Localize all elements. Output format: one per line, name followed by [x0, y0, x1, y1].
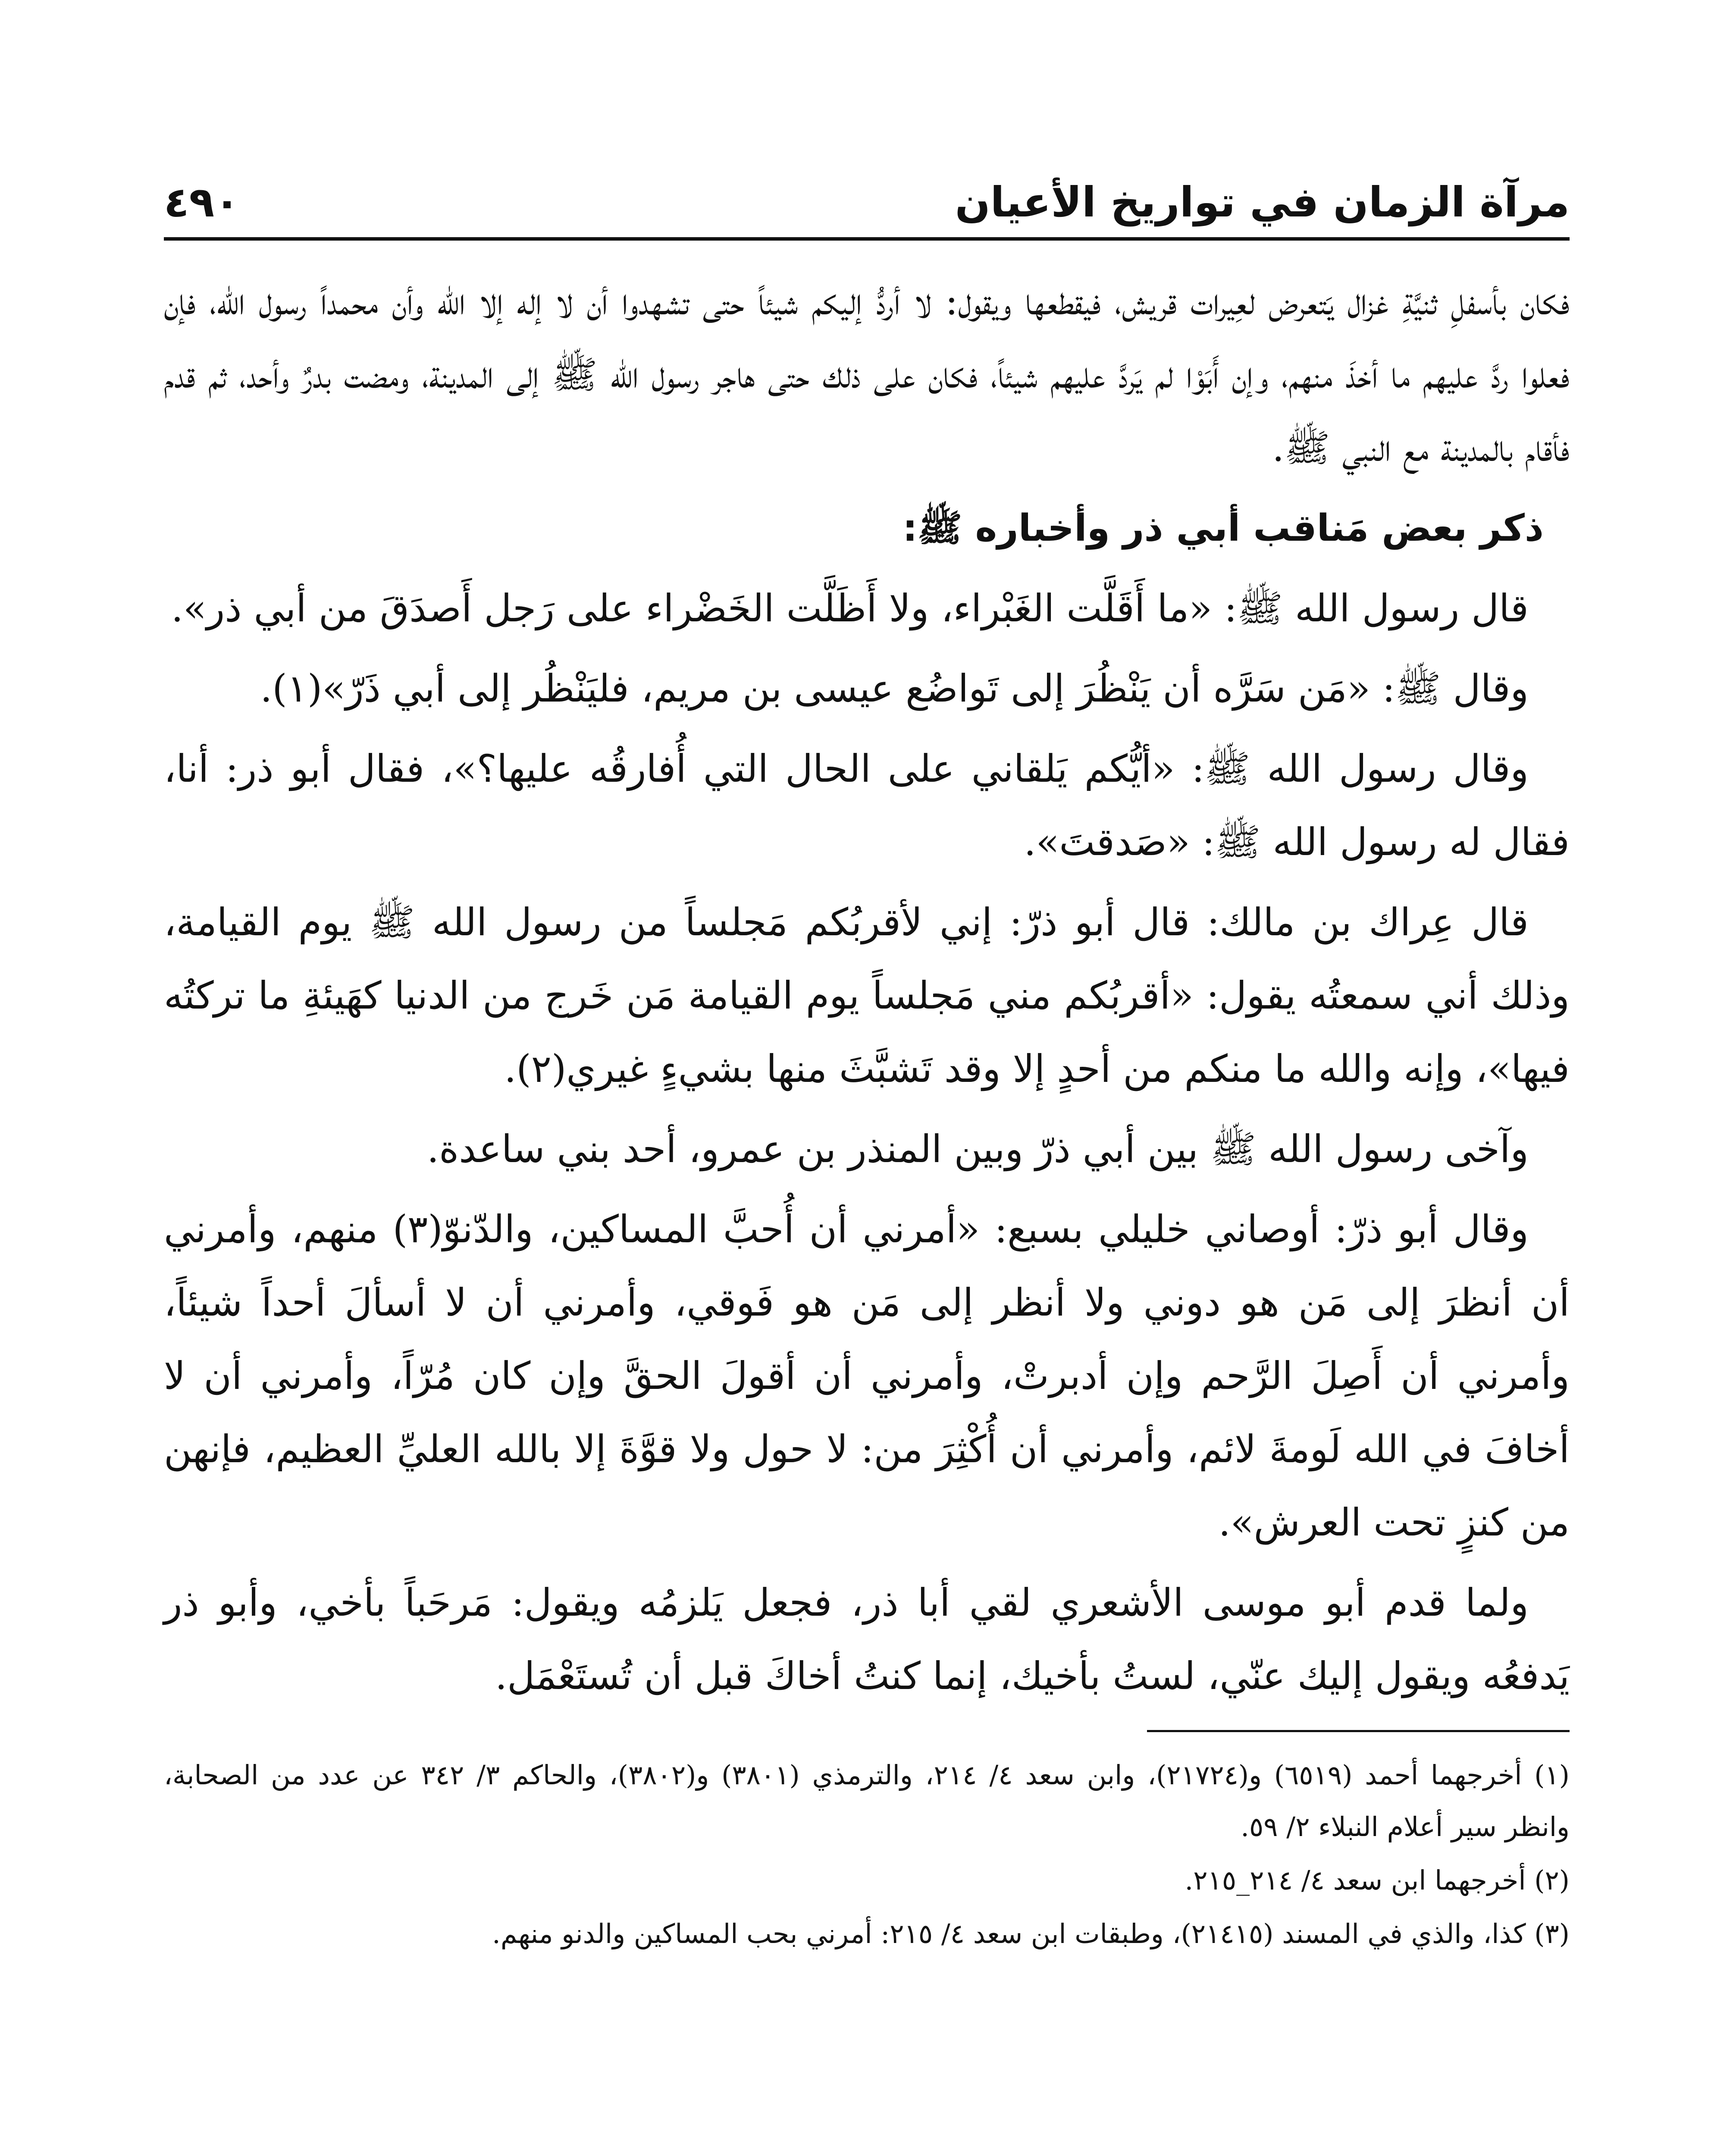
paragraph: وآخى رسول الله ﷺ بين أبي ذرّ وبين المنذر بن عمرو، أحد بني ساعدة. — [427, 1127, 1529, 1171]
footnote: (١) أخرجهما أحمد (٦٥١٩) و(٢١٧٢٤)، وابن سعد ٤/ ٢١٤، والترمذي (٣٨٠١) و(٣٨٠٢)، والحاكم ٣/ ٣٤٢ عن عدد من الصحابة، وانظر سير أعلام النبلاء ٢/ ٥٩. — [164, 1759, 1570, 1843]
paragraph: فكان بأسفلِ ثنيَّةِ غزال يَتعرض لعِيرات قريش، فيقطعها ويقول: لا أردُّ إليكم شيئاً حتى تشهدوا أن لا إله إلا الله وأن محمداً رسول الله، فإن فعلوا ردَّ عليهم ما أخذَ منهم، وإن أَبَوْا لم يَردَّ عليهم شيئاً، فكان على ذلك حتى هاجر رسول الله ﷺ إلى المدينة، ومضت بدرٌ وأحد، ثم قدم فأقام بالمدينة مع النبي ﷺ. — [164, 279, 1570, 470]
footnote-separator — [1147, 1730, 1570, 1732]
paragraph: وقال رسول الله ﷺ: «أيُّكم يَلقاني على الحال التي أُفارقُه عليها؟»، فقال أبو ذر: أنا، فقال له رسول الله ﷺ: «صَدقتَ». — [164, 746, 1570, 864]
book-page — [164, 164, 1570, 2156]
paragraph: وقال أبو ذرّ: أوصاني خليلي بسبع: «أمرني أن أُحبَّ المساكين، والدّنوّ(٣) منهم، وأمرني أن أنظرَ إلى مَن هو دوني ولا أنظر إلى مَن هو فَوقي، وأمرني أن لا أسألَ أحداً شيئاً، وأمرني أن أَصِلَ الرَّحم وإن أدبرتْ، وأمرني أن أقولَ الحقَّ وإن كان مُرّاً، وأمرني أن لا أخافَ في الله لَومةَ لائم، وأمرني أن أُكْثِرَ من: لا حول ولا قوَّةَ إلا بالله العليِّ العظيم، فإنهن من كنزٍ تحت العرش». — [164, 1207, 1570, 1545]
page-number: ٤٩٠ — [164, 178, 240, 226]
page-header — [164, 164, 1570, 241]
running-title: مرآة الزمان في تواريخ الأعيان — [955, 178, 1570, 226]
footnotes — [164, 1749, 1570, 1960]
paragraph: ولما قدم أبو موسى الأشعري لقي أبا ذر، فجعل يَلزمُه ويقول: مَرحَباً بأخي، وأبو ذر يَدفعُه ويقول إليك عنّي، لستُ بأخيك، إنما كنتُ أخاكَ قبل أن تُستَعْمَل. — [164, 1580, 1570, 1698]
paragraph: قال عِراك بن مالك: قال أبو ذرّ: إني لأقربُكم مَجلساً من رسول الله ﷺ يوم القيامة، وذلك أني سمعتُه يقول: «أقربُكم مني مَجلساً يوم القيامة مَن خَرج من الدنيا كهَيئةِ ما تركتُه فيها»، وإنه والله ما منكم من أحدٍ إلا وقد تَشبَّثَ منها بشيءٍ غيري(٢). — [164, 900, 1570, 1091]
paragraph: وقال ﷺ: «مَن سَرَّه أن يَنْظُرَ إلى تَواضُع عيسى بن مريم، فليَنْظُر إلى أبي ذَرّ»(١). — [260, 666, 1529, 711]
section-heading: ذكر بعض مَناقب أبي ذر وأخباره ﷺ: — [903, 507, 1544, 550]
footnote: (٣) كذا، والذي في المسند (٢١٤١٥)، وطبقات ابن سعد ٤/ ٢١٥: أمرني بحب المساكين والدنو منهم. — [492, 1918, 1570, 1949]
paragraph: قال رسول الله ﷺ: «ما أَقَلَّت الغَبْراء، ولا أَظَلَّت الخَضْراء على رَجل أَصدَقَ من أبي ذر». — [171, 586, 1529, 630]
footnote: (٢) أخرجهما ابن سعد ٤/ ٢١٤_٢١٥. — [1185, 1865, 1570, 1896]
main-text — [164, 265, 1570, 1713]
